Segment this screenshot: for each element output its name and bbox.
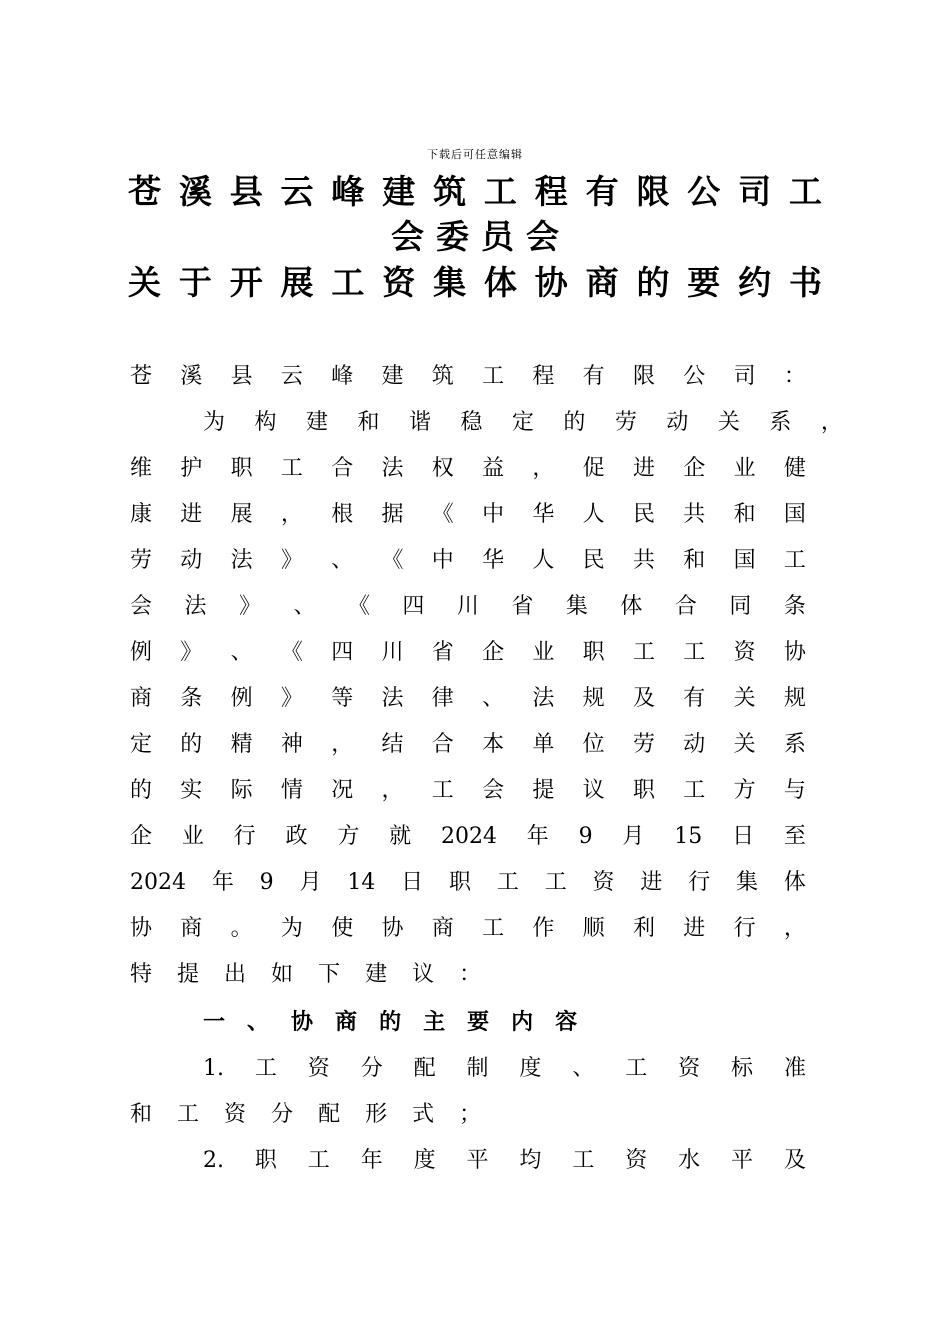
text-char: 建 (305, 410, 328, 435)
text-char: 有 (582, 364, 605, 389)
text-char: 协 (381, 916, 404, 941)
text-char: 资 (382, 263, 416, 302)
text-char: 工 (625, 1056, 648, 1081)
text-char: 如 (271, 962, 294, 987)
text-char: 华 (532, 502, 555, 527)
text-char: 日 (401, 870, 424, 895)
body-line (130, 959, 806, 991)
text-char: 为 (203, 410, 226, 435)
text-char: 提 (177, 962, 200, 987)
text-char: 企 (130, 824, 153, 849)
text-char: 议 (582, 778, 605, 803)
text-char: 2. (203, 1148, 224, 1173)
text-char: 和 (683, 548, 706, 573)
text-char: 的 (563, 410, 586, 435)
text-char: 益 (482, 456, 505, 481)
text-char: 据 (381, 502, 404, 527)
text-char: 际 (230, 778, 253, 803)
text-char: 《 (347, 594, 370, 619)
text-char: 进 (180, 502, 203, 527)
text-char: 中 (431, 548, 454, 573)
text-char: 顺 (582, 916, 605, 941)
text-char: 业 (733, 456, 756, 481)
list-item-line (203, 1053, 806, 1085)
text-char: ： (459, 962, 482, 987)
text-char: 建 (382, 172, 416, 211)
text-char: 劳 (130, 548, 153, 573)
text-char: 神 (280, 732, 303, 757)
text-char: 资 (625, 1148, 648, 1173)
text-char: 工 (331, 263, 365, 302)
text-char: 分 (360, 1056, 383, 1081)
header-note: 下载后可任意编辑 (427, 148, 523, 161)
text-char: 》 (280, 686, 303, 711)
text-char: 关 (717, 410, 740, 435)
text-char: 《 (431, 502, 454, 527)
text-char: 况 (331, 778, 354, 803)
text-char: 及 (783, 1148, 806, 1173)
text-char: 均 (519, 1148, 542, 1173)
text-char: ， (280, 502, 303, 527)
text-char: 条 (783, 594, 806, 619)
text-char: 同 (729, 594, 752, 619)
text-char: 人 (532, 548, 555, 573)
text-char: 要 (687, 263, 721, 302)
text-char: 例 (230, 686, 253, 711)
text-char: 提 (532, 778, 555, 803)
text-char: 于 (178, 263, 212, 302)
text-char: 《 (280, 640, 303, 665)
text-char: 会 (482, 778, 505, 803)
text-char: 体 (483, 263, 517, 302)
text-char: 业 (181, 824, 204, 849)
text-char: 工 (177, 1102, 200, 1127)
text-char: 企 (683, 456, 706, 481)
text-char: 制 (466, 1056, 489, 1081)
text-char: 2024 (130, 870, 186, 895)
text-char: 协 (130, 916, 153, 941)
text-char: 条 (180, 686, 203, 711)
text-char: 平 (466, 1148, 489, 1173)
text-char: 等 (331, 686, 354, 711)
text-char: 劳 (632, 732, 655, 757)
text-char: 民 (582, 548, 605, 573)
text-char: 主 (423, 1010, 446, 1035)
text-char: 省 (431, 640, 454, 665)
text-char: 国 (783, 502, 806, 527)
body-line (130, 821, 806, 853)
text-char: 溪 (180, 364, 203, 389)
text-char: 维 (130, 456, 153, 481)
title-line-2 (128, 217, 822, 257)
text-char: 商 (130, 686, 153, 711)
text-char: 和 (733, 502, 756, 527)
text-char: 使 (331, 916, 354, 941)
body-line (130, 637, 806, 669)
text-char: 程 (534, 172, 568, 211)
text-char: 共 (632, 548, 655, 573)
text-char: 行 (688, 870, 711, 895)
list-item-line (203, 1145, 806, 1177)
text-char: 的 (180, 732, 203, 757)
text-char: 法 (532, 686, 555, 711)
text-char: 员 (481, 217, 514, 256)
text-char: 度 (413, 1148, 436, 1173)
text-char: 协 (534, 263, 568, 302)
text-char: ， (331, 732, 354, 757)
text-char: 形 (365, 1102, 388, 1127)
text-char: 1. (203, 1056, 224, 1081)
text-char: 职 (632, 778, 655, 803)
body-line (130, 591, 806, 623)
text-char: 合 (331, 456, 354, 481)
text-char: 职 (230, 456, 253, 481)
text-char: 工 (482, 916, 505, 941)
text-char: 关 (128, 263, 161, 302)
text-char: 书 (788, 263, 822, 302)
text-char: 合 (674, 594, 697, 619)
text-char: 系 (783, 732, 806, 757)
text-char: 工 (683, 640, 706, 665)
text-char: 法 (381, 686, 404, 711)
text-char: 的 (379, 1010, 402, 1035)
text-char: 规 (582, 686, 605, 711)
text-char: 工 (572, 1148, 595, 1173)
text-char: 商 (335, 1010, 358, 1035)
text-char: 资 (307, 1056, 330, 1081)
body-line (130, 729, 806, 761)
text-char: 集 (433, 263, 467, 302)
text-char: 工 (483, 172, 517, 211)
text-char: 工 (783, 548, 806, 573)
text-char: 月 (622, 824, 645, 849)
text-char: 工 (496, 870, 519, 895)
text-char: 工 (307, 1148, 330, 1173)
text-char: 动 (666, 410, 689, 435)
text-char: 工 (544, 870, 567, 895)
text-char: 护 (180, 456, 203, 481)
text-char: 限 (636, 172, 670, 211)
text-char: 约 (738, 263, 772, 302)
text-char: 展 (280, 263, 314, 302)
list-item-line (130, 1099, 806, 1131)
text-char: 开 (229, 263, 263, 302)
text-char: 县 (229, 172, 263, 211)
text-char: 、 (230, 640, 253, 665)
text-char: 利 (632, 916, 655, 941)
text-char: 2024 (440, 824, 497, 849)
text-char: 商 (585, 263, 619, 302)
text-char: 资 (592, 870, 615, 895)
text-char: 定 (130, 732, 153, 757)
body-line (130, 775, 806, 807)
text-char: 资 (678, 1056, 701, 1081)
text-char: 年 (526, 824, 549, 849)
body-line (130, 683, 806, 715)
text-char: 就 (389, 824, 412, 849)
text-char: 进 (640, 870, 663, 895)
text-char: 方 (733, 778, 756, 803)
text-char: ， (381, 778, 404, 803)
text-char: 限 (632, 364, 655, 389)
text-char: 9 (578, 824, 593, 849)
text-char: 商 (431, 916, 454, 941)
text-char: 工 (431, 778, 454, 803)
text-char: 康 (130, 502, 153, 527)
text-char: 省 (511, 594, 534, 619)
text-char: 情 (280, 778, 303, 803)
text-char: 四 (331, 640, 354, 665)
text-char: 司 (738, 172, 772, 211)
title-line-1 (128, 172, 822, 212)
text-char: 9 (259, 870, 274, 895)
text-char: 工 (482, 364, 505, 389)
text-char: 下 (318, 962, 341, 987)
text-char: 集 (736, 870, 759, 895)
text-char: 资 (733, 640, 756, 665)
text-char: 及 (632, 686, 655, 711)
text-char: 公 (687, 172, 721, 211)
text-char: 系 (769, 410, 792, 435)
text-char: 构 (254, 410, 277, 435)
text-char: 、 (247, 1010, 270, 1035)
text-char: 一 (203, 1010, 226, 1035)
text-char: 实 (180, 778, 203, 803)
text-char: 单 (532, 732, 555, 757)
text-char: 定 (511, 410, 534, 435)
text-char: 进 (683, 916, 706, 941)
text-char: 15 (674, 824, 703, 849)
text-char: 民 (632, 502, 655, 527)
text-char: 权 (431, 456, 454, 481)
text-char: 体 (783, 870, 806, 895)
text-char: 法 (230, 548, 253, 573)
text-char: 有 (585, 172, 619, 211)
text-char: 中 (482, 502, 505, 527)
text-char: 川 (456, 594, 479, 619)
text-char: 月 (299, 870, 322, 895)
text-char: 筑 (431, 364, 454, 389)
text-char: 内 (511, 1010, 534, 1035)
text-char: 进 (632, 456, 655, 481)
text-char: ； (459, 1102, 482, 1127)
text-char: 人 (582, 502, 605, 527)
text-char: 劳 (614, 410, 637, 435)
text-char: 工 (788, 172, 822, 211)
title-line-3 (128, 263, 822, 303)
section-heading (203, 1007, 806, 1039)
text-char: 四 (402, 594, 425, 619)
text-char: 峰 (331, 172, 365, 211)
text-char: 筑 (433, 172, 467, 211)
text-char: 协 (291, 1010, 314, 1035)
text-char: ： (783, 364, 806, 389)
text-char: 职 (449, 870, 472, 895)
text-char: 促 (582, 456, 605, 481)
text-char: 、 (331, 548, 354, 573)
text-char: 云 (280, 364, 303, 389)
text-char: 、 (572, 1056, 595, 1081)
text-char: 关 (733, 686, 756, 711)
text-char: 式 (412, 1102, 435, 1127)
text-char: 业 (532, 640, 555, 665)
text-char: 年 (211, 870, 234, 895)
text-char: 》 (280, 548, 303, 573)
text-char: 分 (271, 1102, 294, 1127)
body-line (130, 499, 806, 531)
text-char: 建 (365, 962, 388, 987)
text-char: 集 (565, 594, 588, 619)
text-char: 稳 (460, 410, 483, 435)
text-char: 会 (391, 217, 424, 256)
text-char: 、 (482, 686, 505, 711)
text-char: ， (820, 410, 843, 435)
text-char: 法 (184, 594, 207, 619)
text-char: ， (532, 456, 555, 481)
text-char: 共 (683, 502, 706, 527)
text-char: 出 (224, 962, 247, 987)
text-char: 商 (180, 916, 203, 941)
text-char: 的 (130, 778, 153, 803)
text-char: 委 (436, 217, 469, 256)
text-char: 位 (582, 732, 605, 757)
text-char: 》 (238, 594, 261, 619)
text-char: 公 (683, 364, 706, 389)
text-char: 关 (733, 732, 756, 757)
text-char: 至 (783, 824, 806, 849)
text-char: 容 (555, 1010, 578, 1035)
text-char: 工 (254, 1056, 277, 1081)
text-char: 会 (130, 594, 153, 619)
text-char: 行 (233, 824, 256, 849)
text-char: 行 (733, 916, 756, 941)
text-char: 律 (431, 686, 454, 711)
text-char: 政 (285, 824, 308, 849)
text-char: 》 (180, 640, 203, 665)
text-char: 。 (230, 916, 253, 941)
text-char: 精 (230, 732, 253, 757)
text-char: 谐 (408, 410, 431, 435)
text-char: 特 (130, 962, 153, 987)
text-char: 工 (632, 640, 655, 665)
text-char: 有 (683, 686, 706, 711)
text-char: 云 (280, 172, 314, 211)
text-char: 合 (431, 732, 454, 757)
body-line (130, 913, 806, 945)
text-char: 职 (254, 1148, 277, 1173)
text-char: ， (783, 916, 806, 941)
text-char: 议 (412, 962, 435, 987)
text-char: 方 (337, 824, 360, 849)
text-char: 本 (482, 732, 505, 757)
text-char: 的 (636, 263, 670, 302)
text-char: 例 (130, 640, 153, 665)
text-char: 度 (519, 1056, 542, 1081)
text-char: 峰 (331, 364, 354, 389)
text-char: 建 (381, 364, 404, 389)
text-char: 年 (360, 1148, 383, 1173)
addressee-line (130, 361, 806, 393)
text-char: 日 (732, 824, 755, 849)
text-char: 苍 (130, 364, 153, 389)
body-line (130, 545, 806, 577)
text-char: 协 (783, 640, 806, 665)
text-char: 程 (532, 364, 555, 389)
text-char: 和 (357, 410, 380, 435)
text-char: 为 (280, 916, 303, 941)
text-char: 根 (331, 502, 354, 527)
text-char: 和 (130, 1102, 153, 1127)
body-line (203, 407, 843, 439)
text-char: 与 (783, 778, 806, 803)
text-char: 职 (582, 640, 605, 665)
text-char: 法 (381, 456, 404, 481)
text-char: 会 (526, 217, 559, 256)
text-char: 苍 (128, 172, 161, 211)
text-char: 司 (733, 364, 756, 389)
text-char: 国 (733, 548, 756, 573)
text-char: 配 (413, 1056, 436, 1081)
text-char: 展 (230, 502, 253, 527)
text-char: 县 (230, 364, 253, 389)
body-line (130, 453, 806, 485)
body-line (130, 867, 806, 899)
text-char: 溪 (178, 172, 212, 211)
text-char: 工 (683, 778, 706, 803)
text-char: 企 (482, 640, 505, 665)
text-char: 健 (783, 456, 806, 481)
text-char: 动 (180, 548, 203, 573)
text-char: 资 (224, 1102, 247, 1127)
text-char: 川 (381, 640, 404, 665)
text-char: 配 (318, 1102, 341, 1127)
text-char: 准 (783, 1056, 806, 1081)
text-char: 标 (731, 1056, 754, 1081)
text-char: 14 (347, 870, 376, 895)
text-char: 工 (280, 456, 303, 481)
text-char: 华 (482, 548, 505, 573)
text-char: 作 (532, 916, 555, 941)
text-char: 体 (620, 594, 643, 619)
text-char: 水 (678, 1148, 701, 1173)
text-char: 《 (381, 548, 404, 573)
text-char: 动 (683, 732, 706, 757)
text-char: 、 (293, 594, 316, 619)
text-char: 结 (381, 732, 404, 757)
text-char: 规 (783, 686, 806, 711)
text-char: 要 (467, 1010, 490, 1035)
text-char: 平 (731, 1148, 754, 1173)
